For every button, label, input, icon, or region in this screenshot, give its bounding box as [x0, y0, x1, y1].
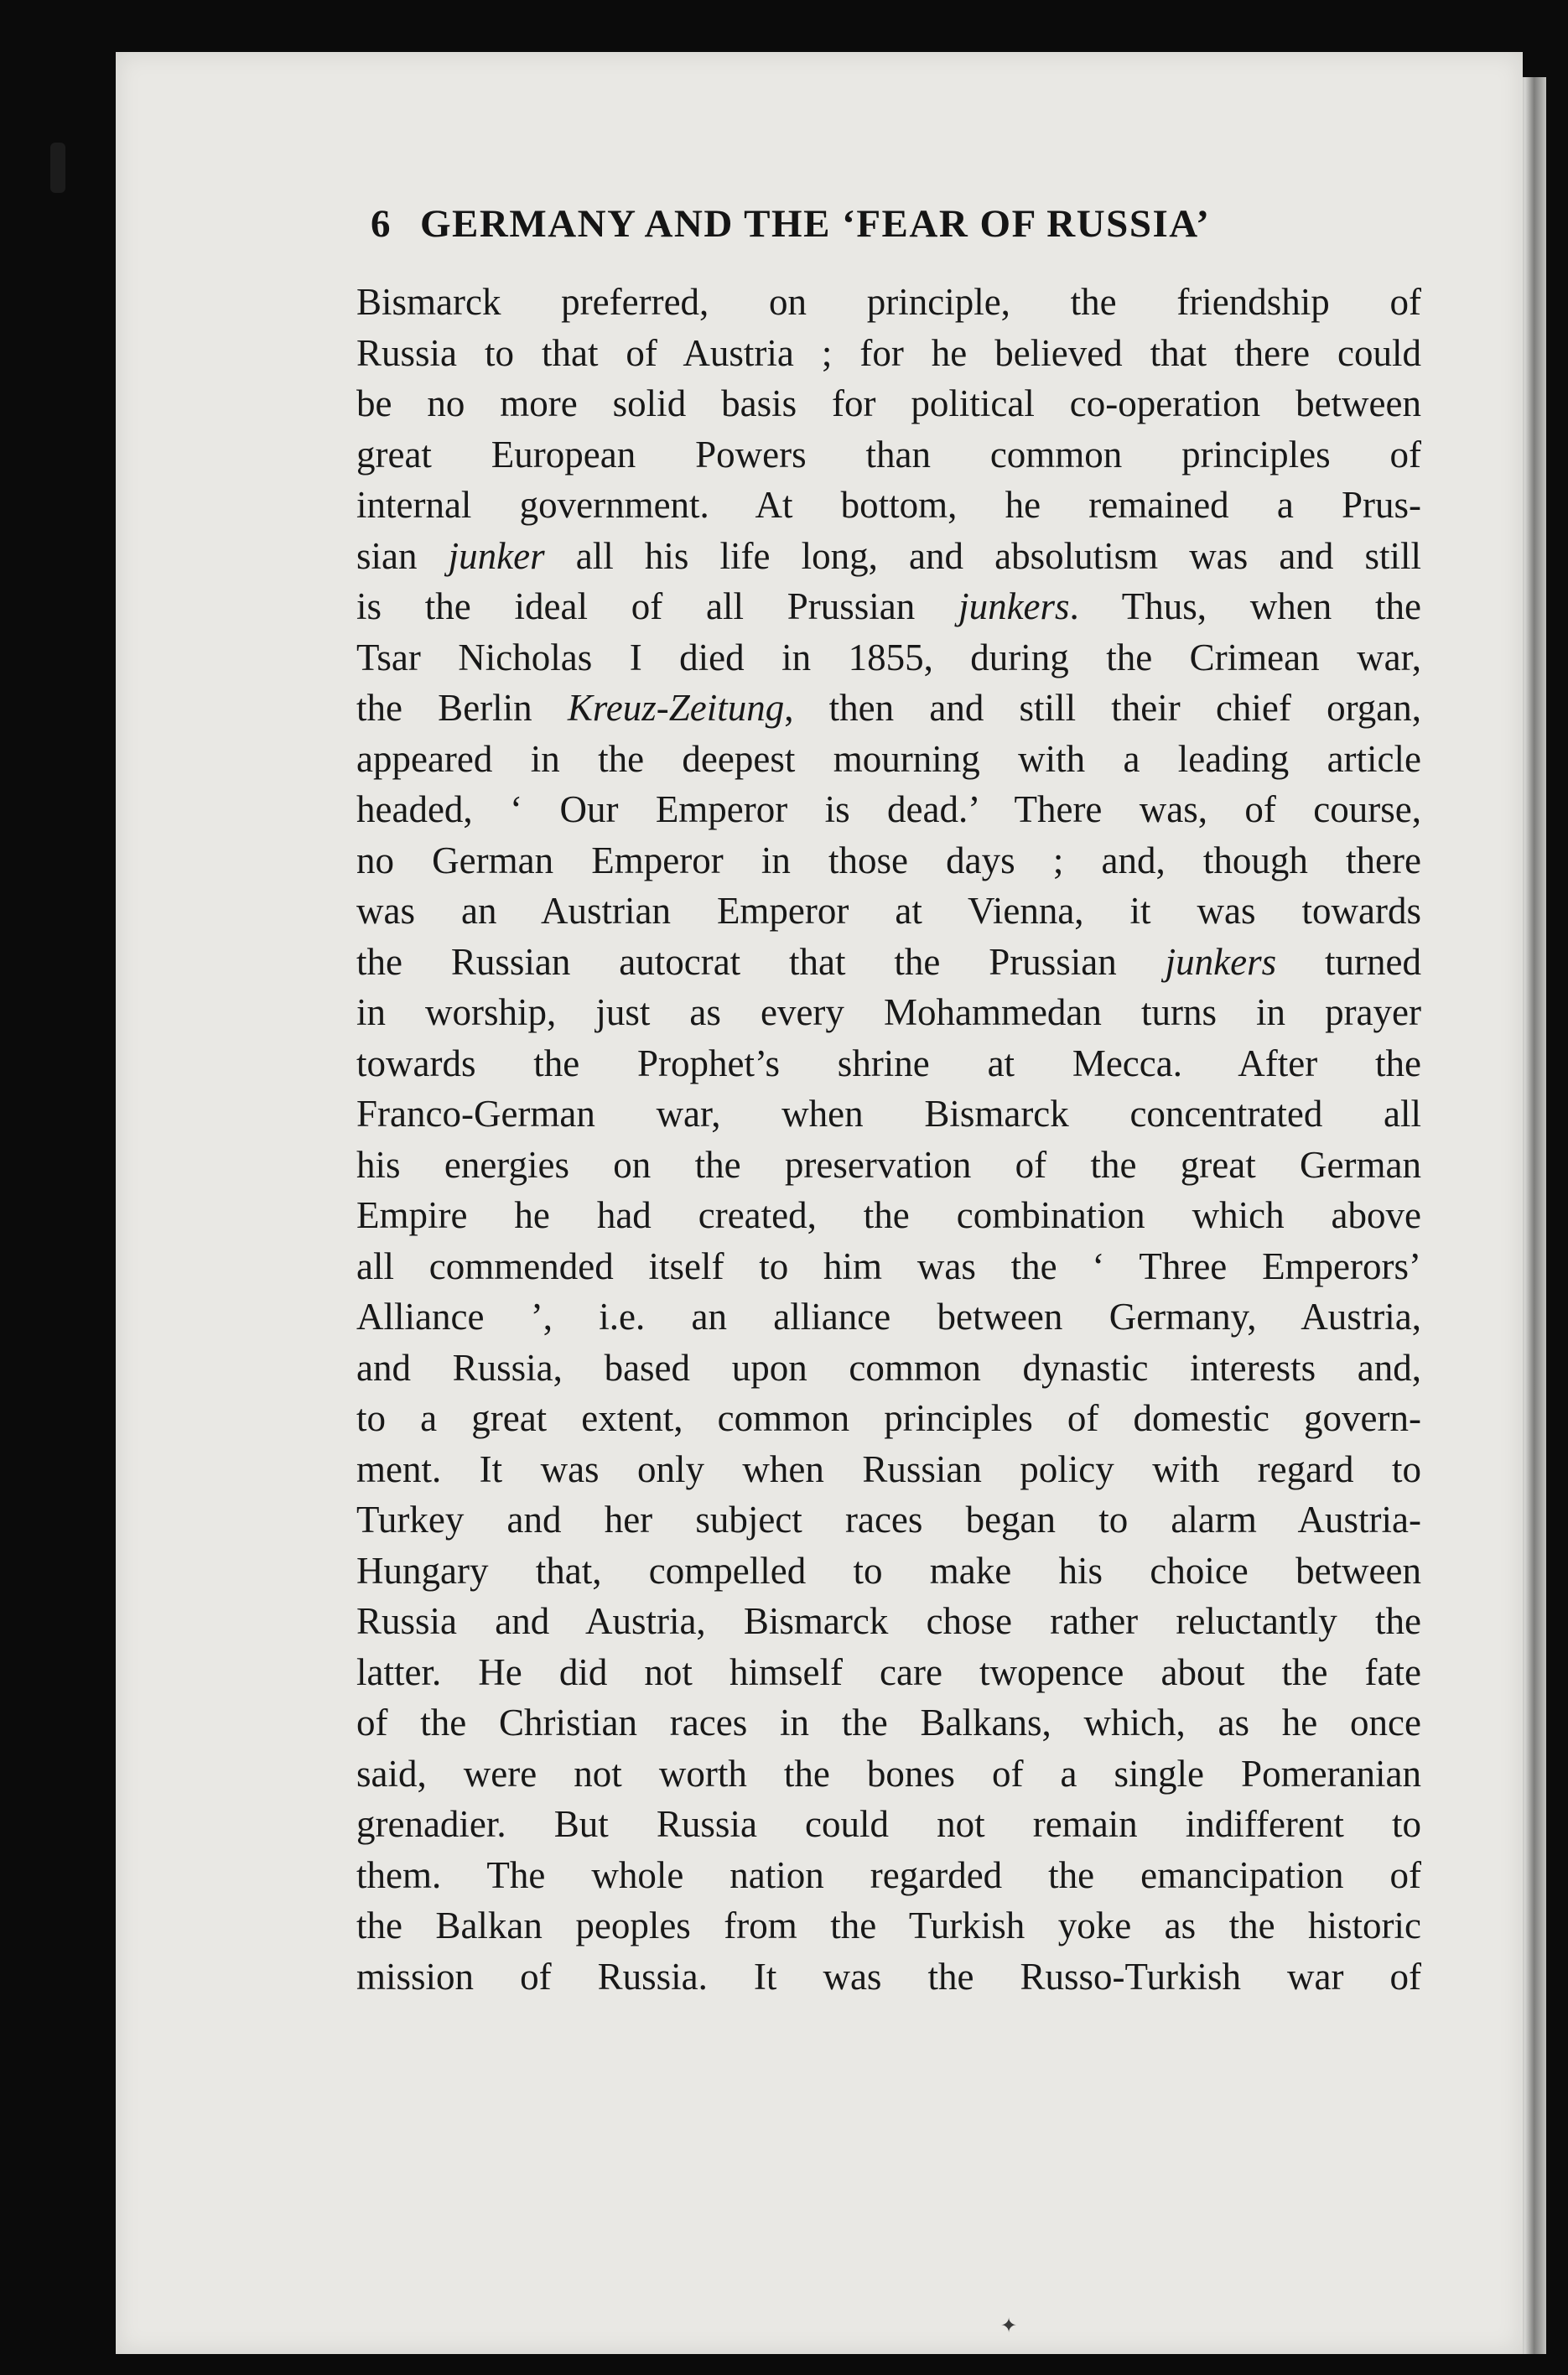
text-line: is the ideal of all Prussian junkers. Thus, when the: [356, 585, 1421, 627]
text-line: Alliance ’, i.e. an alliance between Germany, Austria,: [356, 1296, 1421, 1338]
text-line: latter. He did not himself care twopence about the fate: [356, 1650, 1421, 1693]
text-line: Franco-German war, when Bismarck concentrated all: [356, 1093, 1421, 1135]
text-line: towards the Prophet’s shrine at Mecca. After the: [356, 1042, 1421, 1084]
text-line: appeared in the deepest mourning with a leading article: [356, 737, 1421, 780]
text-line: to a great extent, common principles of domestic govern-: [356, 1397, 1421, 1439]
body-text: [356, 277, 1421, 2002]
text-line: was an Austrian Emperor at Vienna, it was towards: [356, 890, 1421, 932]
text-line: Hungary that, compelled to make his choice between: [356, 1549, 1421, 1592]
text-line: Tsar Nicholas I died in 1855, during the Crimean war,: [356, 636, 1421, 678]
text-line: the Russian autocrat that the Prussian junkers turned: [356, 940, 1421, 983]
text-line: be no more solid basis for political co-operation between: [356, 382, 1421, 424]
text-line: the Berlin Kreuz-Zeitung, then and still their chief organ,: [356, 687, 1421, 729]
text-line: Russia to that of Austria ; for he believed that there could: [356, 331, 1421, 374]
text-line: them. The whole nation regarded the emancipation of: [356, 1853, 1421, 1896]
running-head: [371, 195, 1410, 253]
text-line: Russia and Austria, Bismarck chose rather reluctantly the: [356, 1600, 1421, 1642]
text-line: his energies on the preservation of the great German: [356, 1143, 1421, 1186]
text-line: said, were not worth the bones of a single Pomeranian: [356, 1752, 1421, 1795]
text-line: ment. It was only when Russian policy with regard to: [356, 1447, 1421, 1490]
text-line: internal government. At bottom, he remained a Prus-: [356, 484, 1421, 526]
text-line: of the Christian races in the Balkans, which, as he once: [356, 1702, 1421, 1744]
text-line: sian junker all his life long, and absolutism was and still: [356, 534, 1421, 577]
bottom-ornament: ✦: [999, 2314, 1018, 2337]
text-line: great European Powers than common principles of: [356, 433, 1421, 476]
text-line: Turkey and her subject races began to alarm Austria-: [356, 1499, 1421, 1541]
text-line: all commended itself to him was the ‘ Three Emperors’: [356, 1245, 1421, 1287]
text-line: the Balkan peoples from the Turkish yoke as the historic: [356, 1905, 1421, 1946]
text-line: headed, ‘ Our Emperor is dead.’ There was, of course,: [356, 788, 1421, 830]
text-line: and Russia, based upon common dynastic interests and,: [356, 1346, 1421, 1389]
text-line: Empire he had created, the combination which above: [356, 1194, 1421, 1236]
running-head-title: GERMANY AND THE ‘FEAR OF RUSSIA’: [420, 202, 1211, 246]
scan-edge-speck: [50, 143, 65, 193]
text-line: mission of Russia. It was the Russo-Turkish war of: [356, 1955, 1421, 1998]
text-line: grenadier. But Russia could not remain indifferent to: [356, 1803, 1421, 1845]
text-line: in worship, just as every Mohammedan turns in prayer: [356, 991, 1421, 1033]
text-line: no German Emperor in those days ; and, though there: [356, 839, 1421, 881]
text-line: Bismarck preferred, on principle, the friendship of: [356, 281, 1421, 323]
page-number: 6: [371, 202, 392, 246]
